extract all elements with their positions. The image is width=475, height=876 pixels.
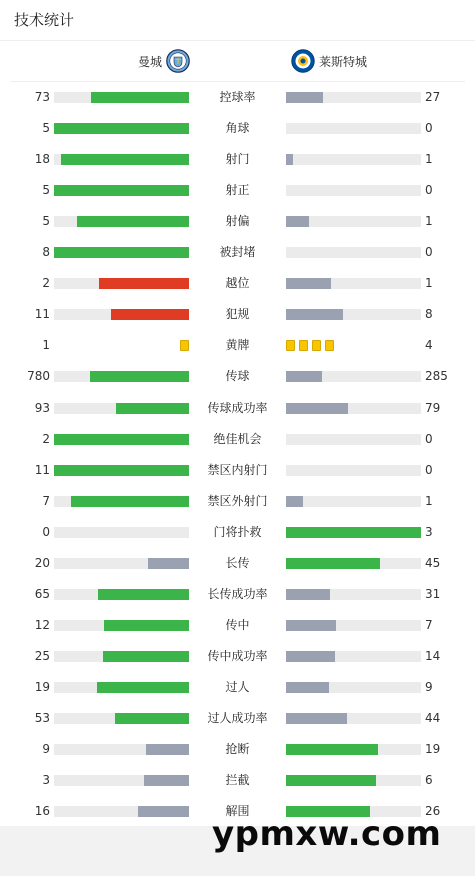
away-value: 14 <box>425 649 441 663</box>
away-value: 19 <box>425 742 441 756</box>
home-value: 2 <box>42 432 50 446</box>
stat-row <box>0 307 475 321</box>
away-bar-fill <box>286 309 343 320</box>
stat-row <box>0 369 475 383</box>
stat-label: 被封堵 <box>219 245 256 259</box>
away-bar-fill <box>286 620 336 631</box>
away-value: 6 <box>425 773 433 787</box>
stat-label: 绝佳机会 <box>213 432 262 446</box>
away-value: 0 <box>425 463 433 477</box>
home-bar-track <box>54 309 189 320</box>
stat-label: 传球 <box>225 369 250 383</box>
stat-label: 角球 <box>225 121 250 135</box>
stat-row <box>0 618 475 632</box>
home-value: 25 <box>34 649 50 663</box>
away-bar-track <box>286 496 421 507</box>
home-value: 53 <box>34 711 50 725</box>
home-bar-fill <box>103 651 190 662</box>
home-bar-fill <box>54 185 189 196</box>
home-bar-fill <box>116 403 189 414</box>
stat-row <box>0 587 475 601</box>
stat-row <box>0 90 475 104</box>
stat-row <box>0 649 475 663</box>
away-value: 285 <box>425 369 448 383</box>
away-value: 4 <box>425 338 433 352</box>
away-bar-track <box>286 185 421 196</box>
home-value: 8 <box>42 245 50 259</box>
away-bar-fill <box>286 527 421 538</box>
home-value: 7 <box>42 494 50 508</box>
home-bar-fill <box>111 309 189 320</box>
away-value: 3 <box>425 525 433 539</box>
stat-row <box>0 183 475 197</box>
home-bar-track <box>54 775 189 786</box>
stat-row <box>0 214 475 228</box>
stat-label: 传球成功率 <box>207 401 268 415</box>
away-value: 0 <box>425 183 433 197</box>
home-bar-fill <box>97 682 189 693</box>
home-bar-fill <box>104 620 189 631</box>
away-bar-track <box>286 371 421 382</box>
title-divider <box>0 40 475 41</box>
home-bar-fill <box>61 154 189 165</box>
away-value: 1 <box>425 214 433 228</box>
away-bar-track <box>286 434 421 445</box>
yellow-card-icon <box>286 340 295 351</box>
home-bar-track <box>54 527 189 538</box>
home-value: 5 <box>42 214 50 228</box>
home-bar-track <box>54 496 189 507</box>
away-bar-fill <box>286 154 293 165</box>
home-bar-track <box>54 713 189 724</box>
stat-label: 越位 <box>225 276 250 290</box>
stat-label: 黄牌 <box>225 338 250 352</box>
home-value: 16 <box>34 804 50 818</box>
stat-label: 禁区外射门 <box>207 494 268 508</box>
manchester-city-crest-icon <box>166 49 190 73</box>
home-bar-track <box>54 589 189 600</box>
stat-label: 抢断 <box>225 742 250 756</box>
home-team-name: 曼城 <box>137 54 162 69</box>
away-bar-track <box>286 589 421 600</box>
away-bar-track <box>286 558 421 569</box>
stat-label: 门将扑救 <box>213 525 262 539</box>
home-value: 18 <box>34 152 50 166</box>
stat-label: 过人成功率 <box>207 711 268 725</box>
stat-row <box>0 338 475 352</box>
home-bar-fill <box>148 558 190 569</box>
home-bar-track <box>54 682 189 693</box>
home-yellow-cards <box>180 338 189 352</box>
stat-label: 过人 <box>225 680 250 694</box>
home-bar-fill <box>91 92 190 103</box>
home-bar-fill <box>54 123 189 134</box>
home-bar-track <box>54 558 189 569</box>
away-bar-track <box>286 682 421 693</box>
away-bar-fill <box>286 775 376 786</box>
header-divider <box>10 81 465 82</box>
home-bar-track <box>54 216 189 227</box>
home-value: 5 <box>42 183 50 197</box>
home-value: 780 <box>27 369 50 383</box>
stat-row <box>0 525 475 539</box>
stat-label: 传中成功率 <box>207 649 268 663</box>
home-value: 20 <box>34 556 50 570</box>
stat-row <box>0 152 475 166</box>
away-bar-fill <box>286 558 380 569</box>
home-value: 93 <box>34 401 50 415</box>
stat-row <box>0 556 475 570</box>
home-bar-fill <box>90 371 189 382</box>
away-value: 26 <box>425 804 441 818</box>
stat-row <box>0 711 475 725</box>
away-bar-fill <box>286 713 347 724</box>
home-value: 19 <box>34 680 50 694</box>
home-value: 65 <box>34 587 50 601</box>
stat-label: 传中 <box>225 618 250 632</box>
leicester-city-crest-icon <box>291 49 315 73</box>
away-bar-track <box>286 278 421 289</box>
away-bar-track <box>286 465 421 476</box>
home-bar-fill <box>54 247 189 258</box>
stat-row <box>0 773 475 787</box>
home-value: 0 <box>42 525 50 539</box>
stat-label: 射正 <box>225 183 250 197</box>
home-value: 73 <box>34 90 50 104</box>
away-bar-track <box>286 216 421 227</box>
home-value: 2 <box>42 276 50 290</box>
away-value: 8 <box>425 307 433 321</box>
stat-row <box>0 742 475 756</box>
away-value: 0 <box>425 121 433 135</box>
away-bar-track <box>286 92 421 103</box>
home-bar-track <box>54 651 189 662</box>
away-bar-fill <box>286 651 335 662</box>
away-bar-track <box>286 309 421 320</box>
away-value: 27 <box>425 90 441 104</box>
away-value: 0 <box>425 432 433 446</box>
away-value: 1 <box>425 494 433 508</box>
home-value: 12 <box>34 618 50 632</box>
stat-row <box>0 494 475 508</box>
away-team-name: 莱斯特城 <box>319 54 368 69</box>
away-bar-fill <box>286 216 309 227</box>
away-bar-track <box>286 403 421 414</box>
home-bar-fill <box>54 465 189 476</box>
away-bar-fill <box>286 403 348 414</box>
stat-row <box>0 121 475 135</box>
away-value: 45 <box>425 556 441 570</box>
stat-row <box>0 463 475 477</box>
stat-row <box>0 680 475 694</box>
away-bar-fill <box>286 92 323 103</box>
away-bar-track <box>286 247 421 258</box>
home-bar-track <box>54 92 189 103</box>
stat-label: 射门 <box>225 152 250 166</box>
away-bar-track <box>286 123 421 134</box>
home-bar-track <box>54 434 189 445</box>
away-value: 31 <box>425 587 441 601</box>
home-team-header <box>138 46 190 76</box>
home-value: 11 <box>34 463 50 477</box>
stat-label: 射偏 <box>225 214 250 228</box>
home-bar-track <box>54 123 189 134</box>
stat-label: 控球率 <box>219 90 256 104</box>
home-value: 11 <box>34 307 50 321</box>
away-value: 44 <box>425 711 441 725</box>
away-bar-track <box>286 651 421 662</box>
away-value: 9 <box>425 680 433 694</box>
away-bar-track <box>286 527 421 538</box>
home-bar-track <box>54 465 189 476</box>
away-bar-track <box>286 713 421 724</box>
away-value: 0 <box>425 245 433 259</box>
home-bar-fill <box>98 589 189 600</box>
home-bar-track <box>54 806 189 817</box>
home-bar-track <box>54 154 189 165</box>
away-value: 7 <box>425 618 433 632</box>
yellow-card-icon <box>325 340 334 351</box>
away-yellow-cards <box>286 338 334 352</box>
stat-label: 犯规 <box>225 307 250 321</box>
home-bar-fill <box>146 744 189 755</box>
away-bar-track <box>286 775 421 786</box>
home-value: 5 <box>42 121 50 135</box>
home-bar-fill <box>77 216 190 227</box>
watermark: ypmxw.com <box>212 814 442 854</box>
home-value: 9 <box>42 742 50 756</box>
away-bar-fill <box>286 589 330 600</box>
home-bar-track <box>54 620 189 631</box>
yellow-card-icon <box>312 340 321 351</box>
away-bar-track <box>286 620 421 631</box>
home-bar-track <box>54 185 189 196</box>
home-bar-track <box>54 371 189 382</box>
away-bar-fill <box>286 682 329 693</box>
home-bar-fill <box>71 496 189 507</box>
yellow-card-icon <box>299 340 308 351</box>
stat-label: 长传成功率 <box>207 587 268 601</box>
away-value: 1 <box>425 152 433 166</box>
home-bar-fill <box>115 713 189 724</box>
stat-row <box>0 276 475 290</box>
away-bar-fill <box>286 278 331 289</box>
away-bar-fill <box>286 371 322 382</box>
stat-label: 禁区内射门 <box>207 463 268 477</box>
stat-label: 解围 <box>225 804 250 818</box>
home-value: 1 <box>42 338 50 352</box>
away-bar-fill <box>286 496 303 507</box>
stat-label: 拦截 <box>225 773 250 787</box>
home-bar-track <box>54 403 189 414</box>
stat-label: 长传 <box>225 556 250 570</box>
home-bar-track <box>54 247 189 258</box>
yellow-card-icon <box>180 340 189 351</box>
stat-row <box>0 245 475 259</box>
home-bar-fill <box>99 278 189 289</box>
away-team-header <box>291 46 367 76</box>
home-bar-fill <box>144 775 189 786</box>
page-title: 技术统计 <box>14 11 75 29</box>
home-bar-fill <box>54 434 189 445</box>
away-bar-track <box>286 744 421 755</box>
stat-row <box>0 432 475 446</box>
away-bar-fill <box>286 744 378 755</box>
stat-row <box>0 401 475 415</box>
away-bar-track <box>286 154 421 165</box>
home-bar-fill <box>138 806 189 817</box>
home-value: 3 <box>42 773 50 787</box>
away-value: 79 <box>425 401 441 415</box>
away-value: 1 <box>425 276 433 290</box>
home-bar-track <box>54 744 189 755</box>
home-bar-track <box>54 278 189 289</box>
